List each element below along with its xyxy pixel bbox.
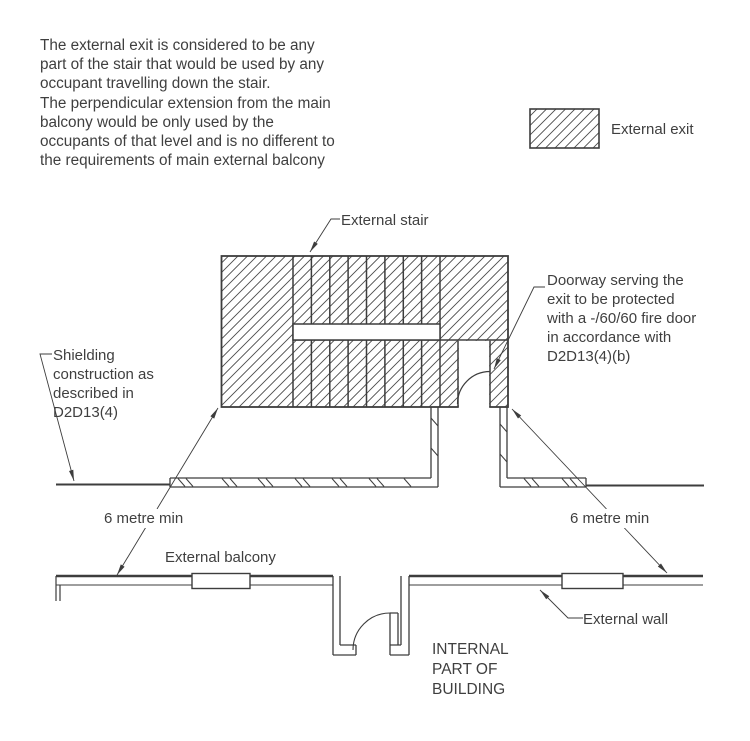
internal-part-line: INTERNAL: [432, 641, 509, 658]
six-metre-min-left-label: 6 metre min: [101, 509, 186, 528]
note-line: occupants of that level and is no different to: [40, 133, 335, 151]
shielding-note-line: construction as: [53, 366, 154, 383]
doorway-note-line: with a -/60/60 fire door: [547, 310, 697, 327]
external-stair-label: External stair: [341, 212, 429, 229]
doorway-note-line: D2D13(4)(b): [547, 348, 631, 365]
internal-part-line: BUILDING: [432, 681, 506, 698]
shielding-note: [53, 346, 154, 422]
internal-door-swing-arc: [353, 613, 390, 650]
shielding-note-line: Shielding: [53, 347, 115, 364]
external-stair-plan: [222, 256, 509, 408]
doorway-note: [547, 271, 696, 366]
shielding-note-line: D2D13(4): [53, 404, 119, 421]
explanatory-note: [40, 36, 335, 170]
external-balcony-label: External balcony: [165, 549, 276, 566]
internal-part-line: PART OF: [432, 661, 498, 678]
shielding-note-line: described in: [53, 385, 134, 402]
six-metre-min-right-label: 6 metre min: [567, 509, 652, 528]
note-line: balcony would be only used by the: [40, 113, 274, 131]
internal-door-leaf: [390, 613, 398, 645]
doorway-note-line: in accordance with: [547, 329, 672, 346]
note-line: occupant travelling down the stair.: [40, 75, 271, 93]
external-wall-label: External wall: [583, 611, 669, 628]
note-line: The perpendicular extension from the main: [40, 94, 331, 112]
doorway-note-line: Doorway serving the: [547, 272, 684, 289]
note-line: The external exit is considered to be any: [40, 37, 315, 54]
doorway-note-line: exit to be protected: [547, 291, 675, 308]
legend-swatch-hatch-box: [530, 109, 599, 148]
internal-part-label: [432, 640, 509, 700]
note-line: part of the stair that would be used by any: [40, 56, 325, 74]
note-line: the requirements of main external balcony: [40, 152, 325, 170]
legend-label: External exit: [611, 121, 694, 138]
